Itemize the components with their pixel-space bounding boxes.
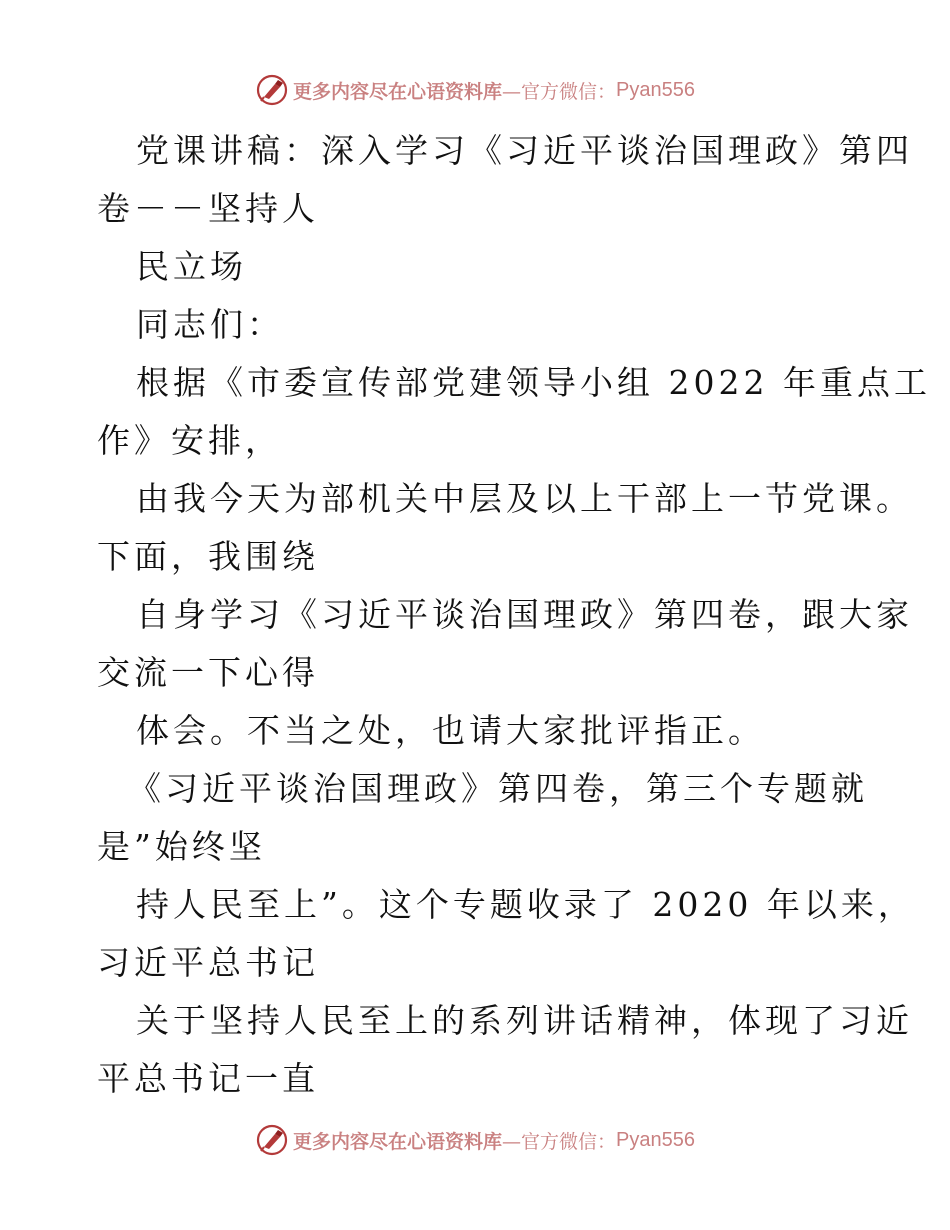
watermark-separator: —官方微信： xyxy=(502,80,617,103)
text-line: 作》安排， xyxy=(97,421,282,460)
text-line: 下面，我围绕 xyxy=(97,537,319,576)
text-line: 根据《市委宣传部党建领导小组 2022 年重点工 xyxy=(136,363,931,402)
text-line: 《习近平谈治国理政》第四卷，第三个专题就 xyxy=(128,769,868,808)
text-line: 民立场 xyxy=(136,247,247,286)
pen-nib-logo-icon xyxy=(255,1123,289,1157)
watermark-text: 更多内容尽在心语资料库 xyxy=(293,1130,503,1153)
text-line: 同志们： xyxy=(136,305,284,344)
text-line: 交流一下心得 xyxy=(97,653,319,692)
text-line: 卷－－坚持人 xyxy=(97,189,319,228)
text-line: 党课讲稿：深入学习《习近平谈治国理政》第四 xyxy=(136,131,913,170)
watermark-wechat-id: Pyan556 xyxy=(616,1128,695,1151)
watermark-separator: —官方微信： xyxy=(502,1130,617,1153)
header-watermark xyxy=(0,70,950,110)
text-line: 自身学习《习近平谈治国理政》第四卷，跟大家 xyxy=(136,595,913,634)
text-line: 关于坚持人民至上的系列讲话精神，体现了习近 xyxy=(136,1001,913,1040)
footer-watermark xyxy=(0,1120,950,1160)
watermark-wechat-id: Pyan556 xyxy=(616,78,695,101)
text-line: 是”始终坚 xyxy=(97,827,266,866)
text-line: 习近平总书记 xyxy=(97,943,319,982)
text-line: 平总书记一直 xyxy=(97,1059,319,1098)
text-line: 持人民至上”。这个专题收录了 2020 年以来， xyxy=(136,885,915,924)
watermark-text: 更多内容尽在心语资料库 xyxy=(293,80,503,103)
pen-nib-logo-icon xyxy=(255,73,289,107)
text-line: 体会。不当之处，也请大家批评指正。 xyxy=(136,711,765,750)
text-line: 由我今天为部机关中层及以上干部上一节党课。 xyxy=(136,479,913,518)
